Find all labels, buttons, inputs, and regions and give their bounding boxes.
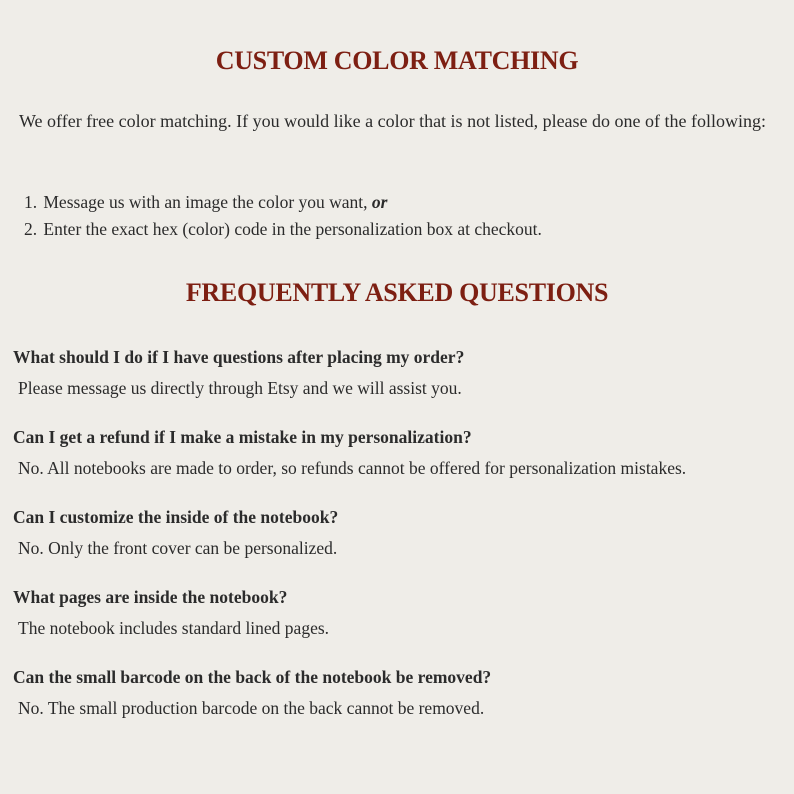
faq-question: What pages are inside the notebook? [13, 587, 288, 607]
faq-answer: Please message us directly through Etsy and we will assist you. [18, 378, 462, 398]
faq-item [13, 346, 783, 399]
step-number: 1. [24, 192, 38, 212]
faq-title: FREQUENTLY ASKED QUESTIONS [185, 278, 609, 307]
faq-question: Can the small barcode on the back of the notebook be removed? [13, 667, 492, 687]
faq-answer: No. The small production barcode on the back cannot be removed. [18, 698, 485, 718]
faq-item [13, 426, 783, 479]
step-number: 2. [24, 219, 38, 239]
faq-question: What should I do if I have questions after placing my order? [13, 347, 465, 367]
step-item [24, 216, 784, 243]
faq-answer: No. All notebooks are made to order, so refunds cannot be offered for personalization mistakes. [18, 458, 687, 478]
faq-item [13, 666, 783, 719]
faq-question: Can I get a refund if I make a mistake in my personalization? [13, 427, 472, 447]
step-text: Enter the exact hex (color) code in the personalization box at checkout. [43, 219, 542, 239]
color-matching-title: CUSTOM COLOR MATCHING [215, 46, 579, 75]
faq-item [13, 586, 783, 639]
faq-answer: No. Only the front cover can be personalized. [18, 538, 338, 558]
step-emphasis: or [371, 192, 388, 212]
faq-question: Can I customize the inside of the notebook? [13, 507, 339, 527]
faq-answer: The notebook includes standard lined pages. [18, 618, 330, 638]
step-text: Message us with an image the color you want, [43, 192, 372, 212]
color-matching-steps [24, 189, 784, 243]
color-matching-intro: We offer free color matching. If you would like a color that is not listed, please do one of the following: [19, 111, 767, 131]
step-item [24, 189, 784, 216]
faq-item [13, 506, 783, 559]
